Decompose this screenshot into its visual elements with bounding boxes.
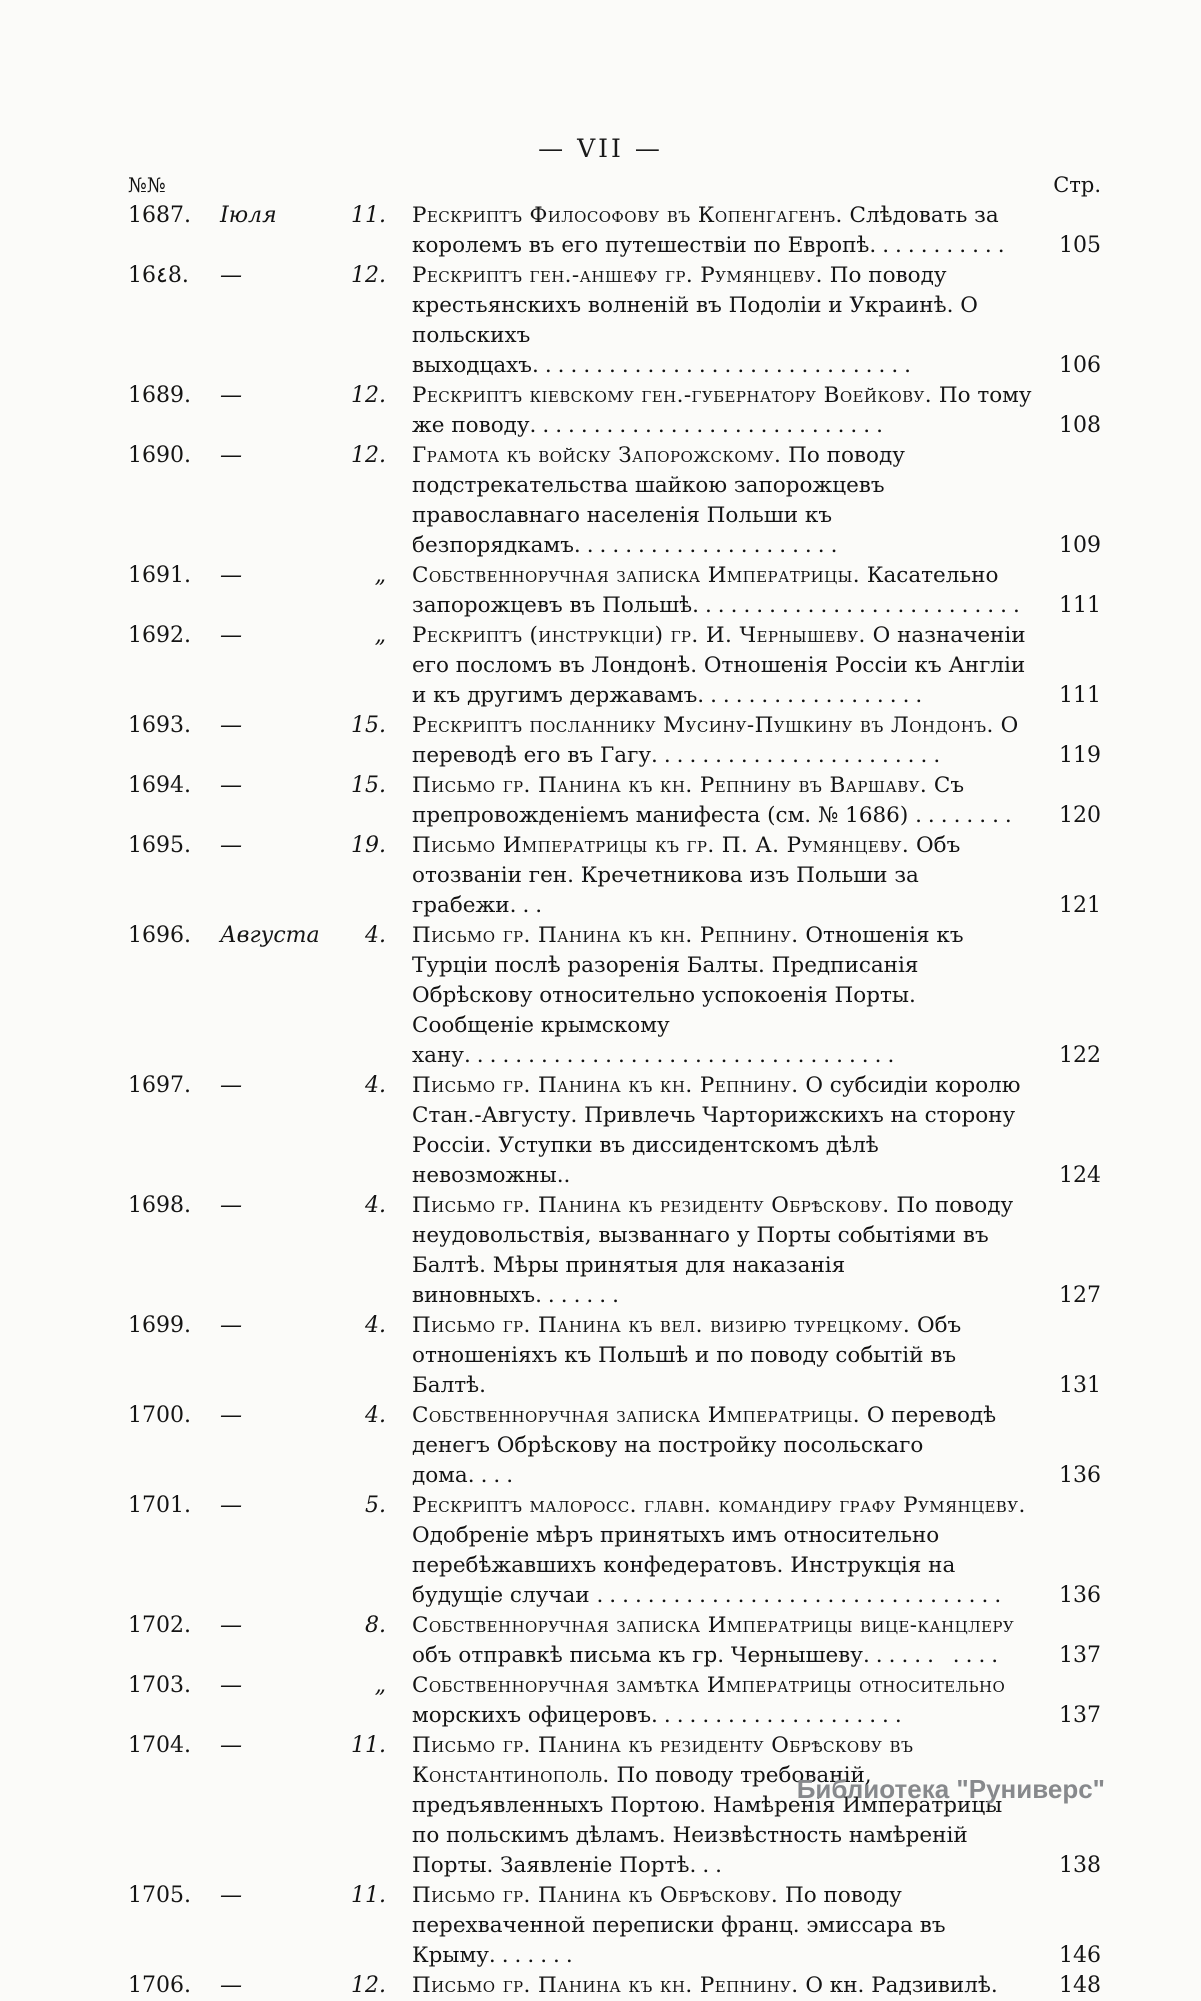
entry-number: 16٤8.: [128, 263, 189, 288]
entry-month: —: [220, 1073, 242, 1098]
entry-number: 1697.: [128, 1073, 191, 1098]
entry-title: Рескриптъ кіевскому ген.-губернатору Воейкову.: [412, 383, 932, 408]
dot-leader: ...: [509, 893, 549, 918]
entry-day: 4.: [365, 1073, 386, 1098]
entry-title: Письмо гр. Панина къ вел. визирю турецкому.: [412, 1313, 911, 1338]
column-header-numbers: №№: [128, 173, 166, 197]
toc-entry: [128, 1971, 1101, 2001]
entry-day: 12.: [351, 263, 386, 288]
entry-number: 1700.: [128, 1403, 191, 1428]
entry-title: Грамота къ войску Запорожскому.: [412, 443, 782, 468]
entry-day: 15.: [351, 713, 386, 738]
entry-note: морскихъ офицеровъ: [412, 1703, 652, 1728]
entry-number: 1696.: [128, 923, 191, 948]
entry-title: Собственноручная записка Императрицы вице-канцлеру: [412, 1613, 1015, 1638]
entry-month: —: [220, 1493, 242, 1518]
entry-page-number: 105: [1059, 233, 1101, 258]
entry-month: —: [220, 1673, 242, 1698]
entry-day: 12.: [351, 1973, 386, 1998]
entry-number: 1692.: [128, 623, 191, 648]
entry-text: [386, 1881, 1035, 1971]
entry-day: 15.: [351, 773, 386, 798]
toc-entry: [128, 831, 1101, 921]
column-header-page: Стр.: [1053, 173, 1101, 197]
library-credit: Библиотека "Руниверс": [796, 1774, 1105, 1804]
entry-day: 4.: [365, 1403, 386, 1428]
toc-entry: [128, 921, 1101, 1071]
entry-day: 12.: [351, 383, 386, 408]
toc-entry: [128, 1731, 1101, 1881]
entry-page-number: 136: [1059, 1463, 1101, 1488]
toc-entry: [128, 711, 1101, 771]
entry-title: Рескриптъ ген.-аншефу гр. Румянцеву.: [412, 263, 823, 288]
entry-text: [386, 771, 1035, 831]
entry-number: 1698.: [128, 1193, 191, 1218]
entry-note: объ отправкѣ письма къ гр. Чернышеву: [412, 1643, 863, 1668]
dot-leader: ..................................: [463, 1043, 901, 1068]
entry-day: „: [374, 563, 386, 588]
entry-note: По поводу перехваченной переписки франц. эмиссара въ Крыму: [412, 1883, 946, 1968]
entry-day: „: [374, 1673, 386, 1698]
entry-note: Отношенія къ Турціи послѣ разоренія Балты. Предписанія Обрѣскову относительно успокоенія Порты. Сообщеніе крымскому хану: [412, 923, 964, 1068]
entry-text: [386, 1611, 1035, 1671]
toc-entry: [128, 441, 1101, 561]
entry-text: [386, 561, 1035, 621]
entry-day: 11.: [351, 1883, 386, 1908]
entry-title: Рескриптъ посланнику Мусину-Пушкину въ Лондонъ.: [412, 713, 994, 738]
entry-title: Собственноручная записка Императрицы.: [412, 1403, 860, 1428]
entry-month: —: [220, 623, 242, 648]
entry-page-number: 137: [1059, 1703, 1101, 1728]
toc-entry: [128, 261, 1101, 381]
entry-number: 1691.: [128, 563, 191, 588]
toc-entry: [128, 621, 1101, 711]
dot-leader: .......: [535, 1283, 625, 1308]
entry-month: —: [220, 1193, 242, 1218]
entry-title: Письмо гр. Панина къ резиденту Обрѣскову.: [412, 1193, 890, 1218]
entry-text: [386, 1071, 1035, 1191]
dot-leader: ...: [689, 1853, 728, 1878]
entry-title: Рескриптъ Философову въ Копенгагенъ.: [412, 203, 843, 228]
entry-number: 1689.: [128, 383, 191, 408]
entry-day: 19.: [351, 833, 386, 858]
entry-day: 5.: [365, 1493, 386, 1518]
entry-title: Письмо гр. Панина къ кн. Репнину въ Варшаву.: [412, 773, 928, 798]
entry-text: [386, 1491, 1035, 1611]
entry-page-number: 124: [1059, 1163, 1101, 1188]
dot-leader: ................................: [596, 1583, 1008, 1608]
entry-text: [386, 441, 1035, 561]
toc-entry: [128, 1071, 1101, 1191]
entry-page-number: 119: [1059, 743, 1101, 768]
entry-month: —: [220, 833, 242, 858]
entry-note: Слѣдовать за королемъ въ его путешествіи по Европѣ: [412, 203, 999, 258]
entry-text: [386, 921, 1035, 1071]
entry-text: [386, 711, 1035, 771]
dot-leader: ...........: [869, 233, 1011, 258]
toc-entry: [128, 561, 1101, 621]
entry-day: 11.: [351, 1733, 386, 1758]
entry-number: 1703.: [128, 1673, 191, 1698]
entry-number: 1693.: [128, 713, 191, 738]
entry-title: Письмо гр. Панина къ кн. Репнину.: [412, 923, 799, 948]
dot-leader: ....: [467, 1463, 520, 1488]
entry-month: —: [220, 1403, 242, 1428]
entry-day: 8.: [365, 1613, 386, 1638]
entry-number: 1694.: [128, 773, 191, 798]
entry-page-number: 122: [1059, 1043, 1101, 1068]
dot-leader: .....................: [573, 533, 844, 558]
entry-month: —: [220, 563, 242, 588]
dot-leader: ........: [915, 803, 1018, 828]
dot-leader: ....................: [651, 1703, 908, 1728]
entry-note: О переводѣ денегъ Обрѣскову на постройку посольскаго дома: [412, 1403, 997, 1488]
entry-number: 1701.: [128, 1493, 191, 1518]
toc-entry: [128, 201, 1101, 261]
entry-day: 4.: [365, 1313, 386, 1338]
entry-number: 1704.: [128, 1733, 191, 1758]
entry-note: Съ препровожденіемъ манифеста (см. № 1686): [412, 773, 965, 828]
entry-page-number: 108: [1059, 413, 1101, 438]
entry-month: —: [220, 263, 242, 288]
entry-note: О субсидіи королю Стан.-Августу. Привлечь Чарторижскихъ на сторону Россіи. Уступки въ диссидентскомъ дѣлѣ невозможны..: [412, 1073, 1021, 1188]
dot-leader: .......: [488, 1943, 579, 1968]
dot-leader: ..........................: [692, 593, 1026, 618]
entry-day: „: [374, 623, 386, 648]
entry-title: Собственноручная замѣтка Императрицы относительно: [412, 1673, 1006, 1698]
entry-page-number: 146: [1059, 1943, 1101, 1968]
entry-day: 4.: [365, 1193, 386, 1218]
toc-entry: [128, 771, 1101, 831]
entry-text: [386, 621, 1035, 711]
toc-entry: [128, 381, 1101, 441]
entry-page-number: 136: [1059, 1583, 1101, 1608]
entry-text: [386, 1191, 1035, 1311]
entry-title: Рескриптъ (инструкціи) гр. И. Чернышеву.: [412, 623, 866, 648]
entry-number: 1695.: [128, 833, 191, 858]
entry-page-number: 111: [1059, 593, 1101, 618]
entry-title: Письмо гр. Панина къ кн. Репнину.: [412, 1073, 799, 1098]
entry-page-number: 148: [1059, 1973, 1101, 1998]
entry-month: —: [220, 1613, 242, 1638]
entry-month: Августа: [220, 923, 320, 948]
dot-leader: ..............................: [531, 353, 918, 378]
toc-entry: [128, 1491, 1101, 1611]
entry-number: 1690.: [128, 443, 191, 468]
entry-text: [386, 1671, 1035, 1731]
entry-month: —: [220, 1313, 242, 1338]
entry-page-number: 138: [1059, 1853, 1101, 1878]
entry-month: —: [220, 773, 242, 798]
entry-page-number: 109: [1059, 533, 1101, 558]
entry-month: —: [220, 713, 242, 738]
dot-leader: ...... ....: [862, 1643, 1005, 1668]
column-headers: [0, 163, 1201, 197]
entry-number: 1706.: [128, 1973, 191, 1998]
dot-leader: .......................: [650, 743, 947, 768]
entry-number: 1699.: [128, 1313, 191, 1338]
entry-title: Рескриптъ малоросс. главн. командиру графу Румянцеву.: [412, 1493, 1026, 1518]
entry-month: —: [220, 443, 242, 468]
entry-text: [386, 1401, 1035, 1491]
toc-entry: [128, 1671, 1101, 1731]
entry-number: 1705.: [128, 1883, 191, 1908]
entry-note: О кн. Радзивилѣ.: [798, 1973, 998, 1998]
entry-note: Одобреніе мѣръ принятыхъ имъ относительно перебѣжавшихъ конфедератовъ. Инструкція на будущіе случаи: [412, 1523, 956, 1608]
entry-month: —: [220, 1733, 242, 1758]
entry-note: По поводу подстрекательства шайкою запорожцевъ православнаго населенія Польши къ безпорядкамъ: [412, 443, 905, 558]
entry-page-number: 106: [1059, 353, 1101, 378]
entry-text: [386, 201, 1035, 261]
entry-page-number: 121: [1059, 893, 1101, 918]
entry-note: Объ отозваніи ген. Кречетникова изъ Польши за грабежи: [412, 833, 961, 918]
toc-entry: [128, 1401, 1101, 1491]
entry-day: 4.: [365, 923, 386, 948]
entry-text: [386, 261, 1035, 381]
entry-note: О переводѣ его въ Гагу: [412, 713, 1019, 768]
toc-entry: [128, 1611, 1101, 1671]
entry-note: По поводу требованій, предъявленныхъ Портою. Намѣренія Императрицы по польскимъ дѣламъ. Неизвѣстность намѣреній Порты. Заявленіе Портѣ: [412, 1763, 1003, 1878]
entry-month: —: [220, 1883, 242, 1908]
entry-number: 1702.: [128, 1613, 191, 1638]
entry-month: —: [220, 383, 242, 408]
toc-entry: [128, 1191, 1101, 1311]
entry-text: [386, 1971, 1035, 2001]
entry-note: По тому же поводу: [412, 383, 1032, 438]
entry-page-number: 127: [1059, 1283, 1101, 1308]
entry-day: 12.: [351, 443, 386, 468]
entry-day: 11.: [351, 203, 386, 228]
toc-entry: [128, 1311, 1101, 1401]
entry-page-number: 131: [1059, 1373, 1101, 1398]
entry-month: Іюля: [220, 203, 277, 228]
entry-title: Письмо гр. Панина къ Обрѣскову.: [412, 1883, 779, 1908]
entry-note: О назначеніи его посломъ въ Лондонѣ. Отношенія Россіи къ Англіи и къ другимъ державамъ: [412, 623, 1026, 708]
entry-text: [386, 1731, 1035, 1881]
entry-title: Письмо гр. Панина къ резиденту Обрѣскову въ Константинополь.: [412, 1733, 914, 1788]
entry-title: Письмо Императрицы къ гр. П. А. Румянцеву.: [412, 833, 910, 858]
entry-text: [386, 1311, 1035, 1401]
dot-leader: ..................: [697, 683, 929, 708]
toc-entry: [128, 1881, 1101, 1971]
entry-note: По поводу крестьянскихъ волненій въ Подоліи и Украинѣ. О польскихъ выходцахъ: [412, 263, 978, 378]
entry-month: —: [220, 1973, 242, 1998]
entry-note: По поводу неудовольствія, вызваннаго у Порты событіями въ Балтѣ. Мѣры принятыя для наказанія виновныхъ: [412, 1193, 1014, 1308]
entry-note: Объ отношеніяхъ къ Польшѣ и по поводу событій въ Балтѣ.: [412, 1313, 962, 1398]
entry-number: 1687.: [128, 203, 191, 228]
entry-title: Собственноручная записка Императрицы.: [412, 563, 860, 588]
entry-text: [386, 381, 1035, 441]
entry-note: Касательно запорожцевъ въ Польшѣ: [412, 563, 999, 618]
entry-text: [386, 831, 1035, 921]
page-title: — VII —: [538, 134, 663, 163]
entry-page-number: 120: [1059, 803, 1101, 828]
entry-page-number: 111: [1059, 683, 1101, 708]
entry-page-number: 137: [1059, 1643, 1101, 1668]
entry-title: Письмо гр. Панина къ кн. Репнину.: [412, 1973, 799, 1998]
dot-leader: ............................: [529, 413, 889, 438]
toc-entries: [0, 197, 1201, 2001]
